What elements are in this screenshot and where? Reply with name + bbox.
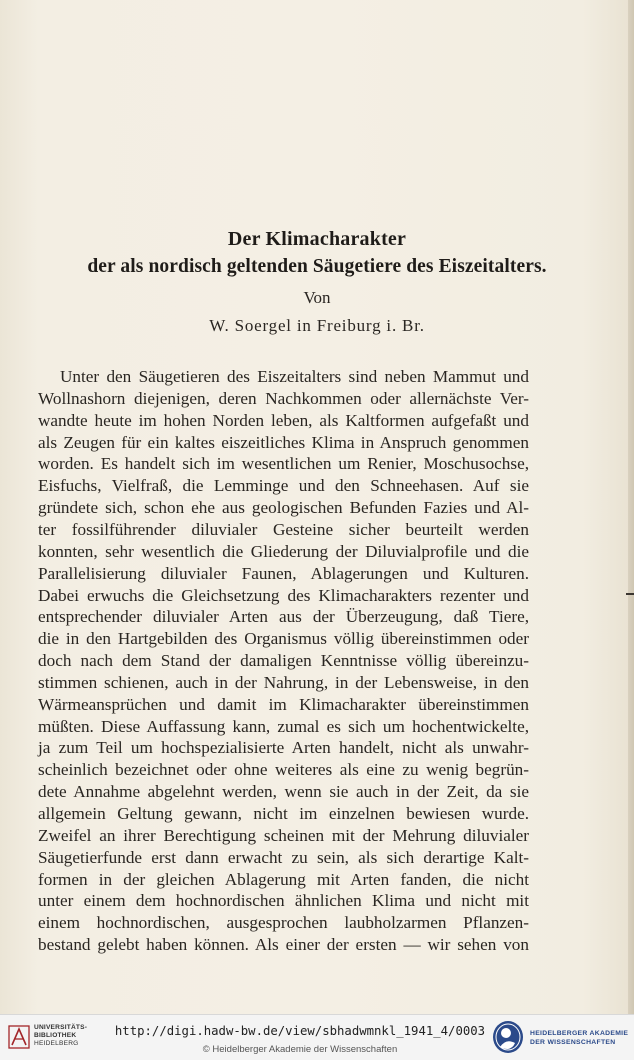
footer-bar bbox=[0, 1014, 634, 1060]
academy-logo-icon bbox=[491, 1019, 525, 1055]
text-line: konnten, sehr wesentlich die Gliederung der Diluvialprofile und die bbox=[38, 541, 529, 561]
text-line: Parallelisierung diluvialer Faunen, Ablagerungen und Kulturen. bbox=[38, 563, 529, 583]
text-line: Dabei erwuchs die Gleichsetzung des Klimacharakters rezenter und bbox=[38, 585, 529, 605]
academy-name bbox=[530, 1030, 628, 1047]
text-line: doch nach dem Stand der damaligen Kenntnisse völlig übereinzu- bbox=[38, 651, 529, 671]
academy-name-line1: HEIDELBERGER AKADEMIE bbox=[530, 1030, 629, 1037]
text-line: Wärmeansprüchen und damit im Klimacharakter übereinstimmen bbox=[38, 694, 529, 714]
library-name-line3: HEIDELBERG bbox=[34, 1040, 79, 1047]
article-title-line2: der als nordisch geltenden Säugetiere des Eiszeitalters. bbox=[87, 256, 547, 277]
text-line: stimmen schienen, auch in der Nahrung, in der Lebensweise, in den bbox=[38, 672, 529, 692]
text-line: wandte heute im hohen Norden leben, als Kaltformen aufgefaßt und bbox=[38, 410, 529, 430]
byline: Von bbox=[303, 288, 331, 307]
text-line: worden. Es handelt sich im wesentlichen um Renier, Moschusochse, bbox=[38, 454, 529, 474]
text-line: allgemein Geltung gewann, nicht im einzelnen bewiesen wurde. bbox=[38, 804, 529, 823]
margin-mark bbox=[626, 593, 634, 595]
author-line: W. Soergel in Freiburg i. Br. bbox=[209, 316, 425, 335]
library-name-line2: BIBLIOTHEK bbox=[34, 1032, 77, 1039]
university-library-name bbox=[34, 1024, 87, 1048]
article-title-line1: Der Klimacharakter bbox=[227, 228, 407, 250]
text-line: ja zum Teil um hochspezialisierte Arten handelt, nicht als unwahr- bbox=[38, 738, 529, 758]
page-edge bbox=[628, 0, 634, 1014]
text-line: Zweifel an ihrer Berechtigung scheinen mit der Mehrung diluvialer bbox=[38, 825, 529, 845]
text-line: Wollnashorn diejenigen, deren Nachkommen oder allernächste Ver- bbox=[38, 388, 529, 408]
text-line: Säugetierfunde erst dann erwacht zu sein, als sich derartige Kalt- bbox=[38, 847, 529, 867]
text-line: dete Annahme abgelehnt werden, wenn sie auch in der Zeit, da sie bbox=[38, 782, 529, 802]
text-line: gründete sich, schon ehe aus geologischen Befunden Fazies und Al- bbox=[38, 498, 529, 518]
library-name-line1: UNIVERSITÄTS- bbox=[34, 1024, 88, 1031]
university-library-logo-icon bbox=[8, 1025, 30, 1049]
permalink-url[interactable]: http://digi.hadw-bw.de/view/sbhadwmnkl_1941_4/0003 bbox=[114, 1024, 486, 1038]
text-line: unter einem dem hochnordischen ähnlichen Klima und nicht mit bbox=[38, 891, 529, 911]
academy-name-line2: DER WISSENSCHAFTEN bbox=[530, 1038, 616, 1046]
text-line: scheinlich bezeichnet oder ohne weiteres als eine zu wenig begrün- bbox=[38, 760, 529, 780]
copyright-notice: © Heidelberger Akademie der Wissenschaften bbox=[202, 1044, 398, 1055]
text-line: bestand gelebt haben können. Als einer der ersten — wir sehen von bbox=[38, 935, 529, 955]
text-line: müßten. Diese Auffassung kann, zumal es sich um hochentwickelte, bbox=[38, 716, 529, 736]
text-line: formen in der gleichen Ablagerung mit Arten fanden, die nicht bbox=[38, 869, 529, 889]
text-line: Eisfuchs, Vielfraß, die Lemminge und den Schneehasen. Auf sie bbox=[38, 476, 529, 496]
text-line: einem hochnordischen, ausgesprochen laubholzarmen Pflanzen- bbox=[38, 913, 529, 933]
text-line: ter fossilführender diluvialer Gesteine sicher beurteilt werden bbox=[38, 519, 529, 539]
text-line: entsprechender diluvialer Arten aus der Überzeugung, daß Tiere, bbox=[38, 607, 529, 627]
text-line: als Zeugen für ein kaltes eiszeitliches Klima in Anspruch genommen bbox=[38, 432, 529, 452]
text-line: die in den Hartgebilden des Organismus völlig übereinstimmen oder bbox=[38, 629, 529, 649]
text-line: Unter den Säugetieren des Eiszeitalters sind neben Mammut und bbox=[60, 367, 529, 386]
